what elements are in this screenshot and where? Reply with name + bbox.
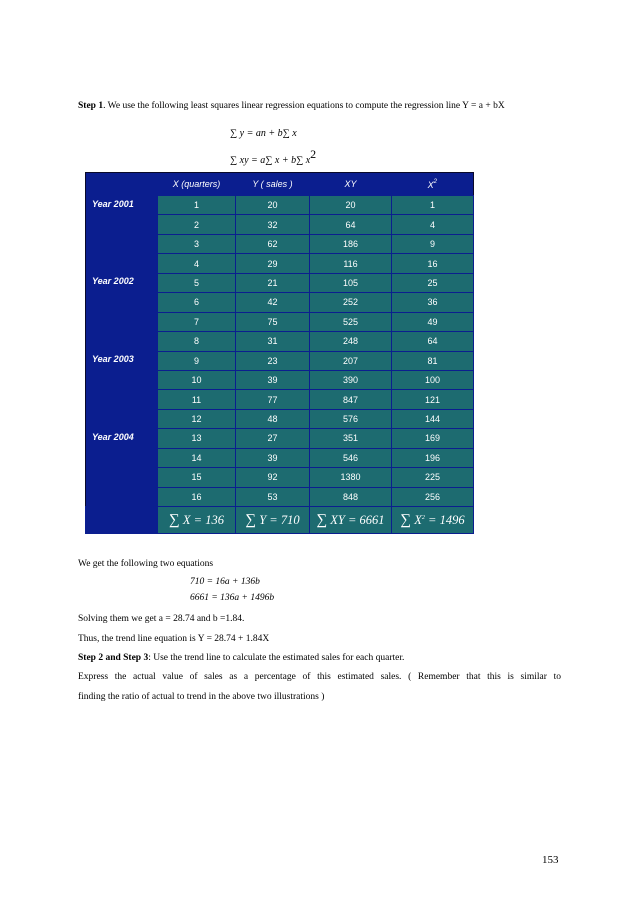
step23-paragraph <box>78 653 404 663</box>
cell-x: 7 <box>158 312 236 331</box>
cell-y: 23 <box>236 351 310 370</box>
word: sales <box>204 672 223 682</box>
header-xy: XY <box>310 173 392 196</box>
word: this <box>317 672 331 682</box>
cell-xy: 1380 <box>310 468 392 487</box>
word: as <box>229 672 238 682</box>
word: to <box>553 672 561 682</box>
cell-xy: 186 <box>310 234 392 253</box>
word: of <box>302 672 311 682</box>
word: a <box>243 672 249 682</box>
cell-x2: 121 <box>392 390 474 409</box>
sigma-icon: ∑ <box>245 511 257 528</box>
regression-equation-2-body: ∑ xy = a∑ x + b∑ x <box>230 155 311 166</box>
regression-equation-2-exponent: 2 <box>310 147 317 161</box>
cell-xy: 64 <box>310 215 392 234</box>
cell-xy: 351 <box>310 429 392 448</box>
cell-xy: 116 <box>310 254 392 273</box>
header-x2 <box>392 173 474 196</box>
word: this <box>487 672 501 682</box>
cell-x2: 256 <box>392 487 474 506</box>
table-body <box>86 196 474 507</box>
regression-equation-1: ∑ y = an + b∑ x <box>230 128 297 139</box>
system-equation-2-text: 6661 = 136a + 1496b <box>190 593 275 603</box>
header-x: X (quarters) <box>158 173 236 196</box>
cell-xy: 390 <box>310 370 392 389</box>
cell-x: 16 <box>158 487 236 506</box>
cell-x2: 225 <box>392 468 474 487</box>
cell-x2: 16 <box>392 254 474 273</box>
cell-xy: 252 <box>310 293 392 312</box>
sum-blank <box>86 507 158 534</box>
body-line-trend-equation: Thus, the trend line equation is Y = 28.74 + 1.84X <box>78 634 270 644</box>
year-label: Year 2002 <box>86 273 158 351</box>
sigma-icon: ∑ <box>169 511 180 528</box>
cell-x2: 49 <box>392 312 474 331</box>
cell-x2: 9 <box>392 234 474 253</box>
cell-x: 1 <box>158 196 236 215</box>
sum-xy-text: XY = 6661 <box>330 512 385 527</box>
table-header-row <box>86 173 474 196</box>
cell-x: 3 <box>158 234 236 253</box>
cell-y: 75 <box>236 312 310 331</box>
body-line-equations-intro: We get the following two equations <box>78 559 214 569</box>
sum-x-text: X = 136 <box>182 512 224 527</box>
cell-xy: 847 <box>310 390 392 409</box>
cell-y: 21 <box>236 273 310 292</box>
cell-y: 92 <box>236 468 310 487</box>
header-blank <box>86 173 158 196</box>
cell-x2: 169 <box>392 429 474 448</box>
cell-x: 15 <box>158 468 236 487</box>
sigma-icon: ∑ <box>316 511 328 528</box>
year-label: Year 2004 <box>86 429 158 507</box>
cell-x: 11 <box>158 390 236 409</box>
cell-x2: 81 <box>392 351 474 370</box>
cell-x2: 4 <box>392 215 474 234</box>
cell-x: 2 <box>158 215 236 234</box>
cell-x2: 144 <box>392 409 474 428</box>
word: Express <box>78 672 109 682</box>
header-x2-exponent: 2 <box>433 178 437 185</box>
word: is <box>507 672 514 682</box>
cell-xy: 248 <box>310 332 392 351</box>
cell-x2: 25 <box>392 273 474 292</box>
word: value <box>162 672 183 682</box>
sum-xy <box>310 507 392 534</box>
cell-x2: 196 <box>392 448 474 467</box>
cell-x: 9 <box>158 351 236 370</box>
word: similar <box>520 672 547 682</box>
system-equation-2 <box>190 593 274 603</box>
step1-text: . We use the following least squares linear regression equations to compute the regression line Y = a + bX <box>103 101 505 111</box>
cell-y: 32 <box>236 215 310 234</box>
regression-equation-2 <box>230 147 316 166</box>
word: ( <box>408 672 412 682</box>
year-label: Year 2003 <box>86 351 158 429</box>
cell-x: 10 <box>158 370 236 389</box>
word: actual <box>133 672 156 682</box>
cell-y: 20 <box>236 196 310 215</box>
step23-text: : Use the trend line to calculate the estimated sales for each quarter. <box>148 653 405 663</box>
sum-y-text: Y = 710 <box>259 512 300 527</box>
cell-x: 5 <box>158 273 236 292</box>
cell-xy: 525 <box>310 312 392 331</box>
cell-x: 14 <box>158 448 236 467</box>
sum-x2-value: = 1496 <box>424 512 465 527</box>
step23-label: Step 2 and Step 3 <box>78 653 149 663</box>
cell-xy: 207 <box>310 351 392 370</box>
system-equation-1 <box>190 577 260 587</box>
word: percentage <box>254 672 296 682</box>
table-row <box>86 429 474 448</box>
cell-xy: 546 <box>310 448 392 467</box>
sum-y <box>236 507 310 534</box>
word: Remember <box>417 672 460 682</box>
table-row <box>86 273 474 292</box>
header-x2-var: X <box>427 179 434 190</box>
table-sum-row <box>86 507 474 534</box>
cell-x2: 36 <box>392 293 474 312</box>
cell-y: 42 <box>236 293 310 312</box>
cell-xy: 105 <box>310 273 392 292</box>
regression-table <box>85 172 474 534</box>
cell-y: 77 <box>236 390 310 409</box>
body-line-express <box>78 672 561 682</box>
cell-x: 4 <box>158 254 236 273</box>
cell-xy: 848 <box>310 487 392 506</box>
table-row <box>86 196 474 215</box>
body-line-ratio: finding the ratio of actual to trend in the above two illustrations ) <box>78 692 325 702</box>
table-row <box>86 351 474 370</box>
cell-y: 31 <box>236 332 310 351</box>
cell-x: 8 <box>158 332 236 351</box>
cell-y: 27 <box>236 429 310 448</box>
sum-x2 <box>392 507 474 534</box>
cell-xy: 20 <box>310 196 392 215</box>
cell-y: 62 <box>236 234 310 253</box>
body-line-solution: Solving them we get a = 28.74 and b =1.84. <box>78 614 245 624</box>
cell-x2: 100 <box>392 370 474 389</box>
cell-y: 53 <box>236 487 310 506</box>
sum-x <box>158 507 236 534</box>
step1-paragraph <box>78 101 505 111</box>
cell-y: 39 <box>236 448 310 467</box>
word: of <box>189 672 198 682</box>
cell-x: 12 <box>158 409 236 428</box>
word: the <box>114 672 127 682</box>
sigma-icon: ∑ <box>400 511 412 528</box>
cell-x: 13 <box>158 429 236 448</box>
word: estimated <box>337 672 374 682</box>
sum-x2-exponent: 2 <box>421 514 425 521</box>
cell-y: 48 <box>236 409 310 428</box>
cell-y: 29 <box>236 254 310 273</box>
sum-x2-var: X <box>414 512 422 527</box>
page-number: 153 <box>542 854 559 866</box>
year-label: Year 2001 <box>86 196 158 274</box>
word: that <box>466 672 481 682</box>
header-y: Y ( sales ) <box>236 173 310 196</box>
cell-x2: 1 <box>392 196 474 215</box>
cell-x2: 64 <box>392 332 474 351</box>
cell-y: 39 <box>236 370 310 389</box>
step1-label: Step 1 <box>78 101 104 111</box>
system-equation-1-text: 710 = 16a + 136b <box>190 577 260 587</box>
word: sales. <box>380 672 402 682</box>
cell-xy: 576 <box>310 409 392 428</box>
cell-x: 6 <box>158 293 236 312</box>
